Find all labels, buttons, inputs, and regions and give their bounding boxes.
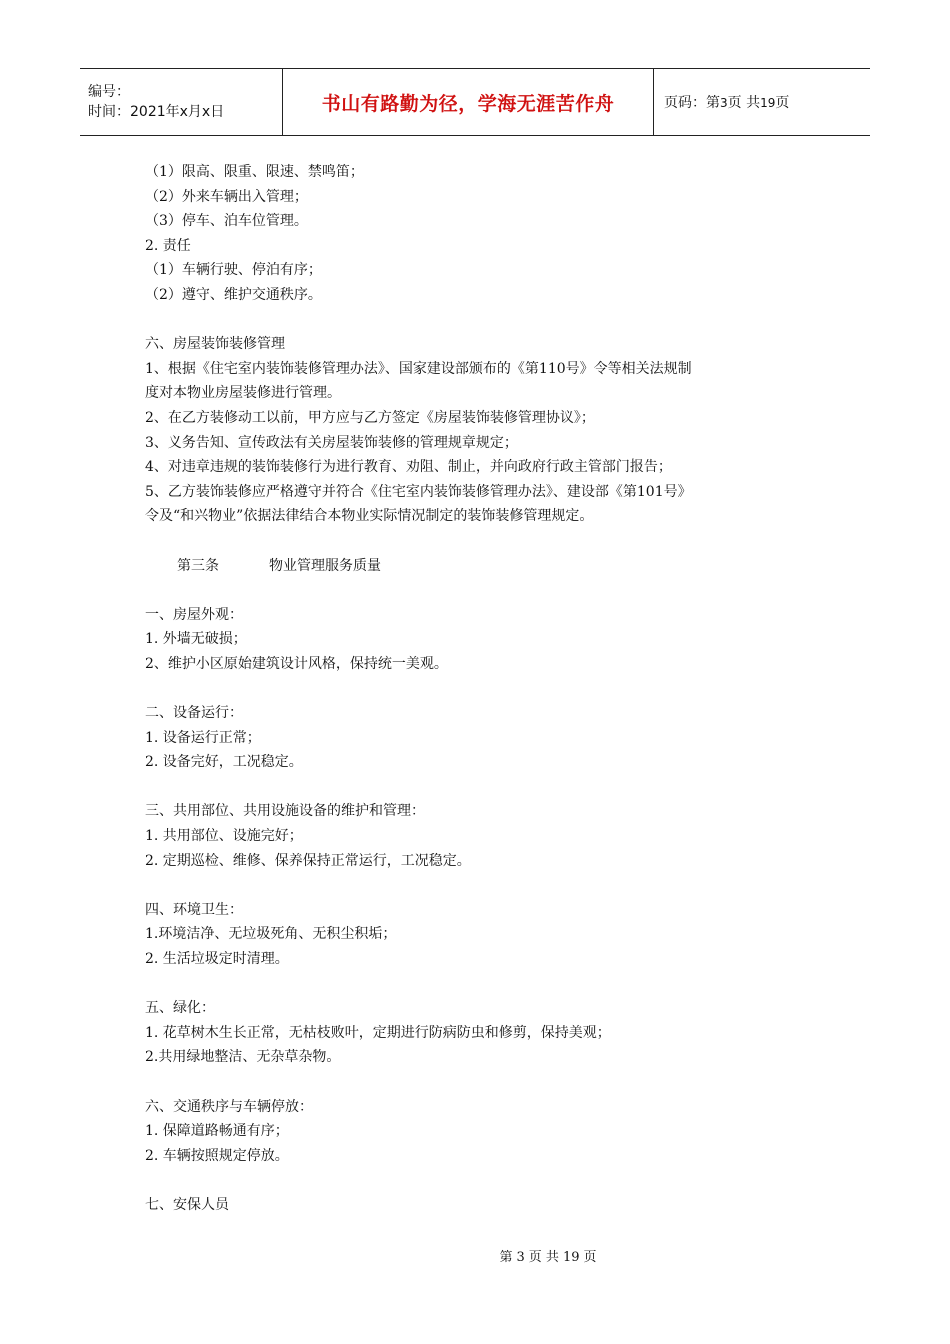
paragraph-line: 2. 定期巡检、维修、保养保持正常运行，工况稳定。 [145,852,471,869]
quality-section-common-facilities [145,799,815,873]
paragraph-line: （1）车辆行驶、停泊有序； [145,262,322,279]
header-page-total: 19 [760,96,776,110]
paragraph-line: 2. 车辆按照规定停放。 [145,1147,289,1164]
paragraph-line: 2. 设备完好，工况稳定。 [145,754,303,771]
section-heading: 六、房屋装饰装修管理 [145,336,285,353]
paragraph-line: （1）限高、限重、限速、禁鸣笛； [145,164,364,180]
document-body [145,160,815,1218]
footer-page-suffix: 页 [583,1250,597,1265]
page-footer [0,1246,950,1265]
header-page-prefix: 页码：第 [664,95,720,111]
header-motto-cell [282,69,654,135]
paragraph-line: 1. 设备运行正常； [145,729,261,746]
paragraph-line: 1. 保障道路畅通有序； [145,1123,289,1140]
footer-page-current: 3 [516,1250,525,1265]
quality-section-exterior [145,603,815,677]
section-heading: 六、交通秩序与车辆停放： [145,1098,313,1115]
section-heading: 一、房屋外观： [145,606,243,623]
section-heading: 三、共用部位、共用设施设备的维护和管理： [145,803,425,820]
header-page-mid: 页 共 [727,95,761,111]
paragraph-line: 1、根据《住宅室内装饰装修管理办法》、国家建设部颁布的《第110号》令等相关法规制 [145,360,692,377]
header-page-current: 3 [720,96,728,110]
paragraph-line: 1. 花草树木生长正常，无枯枝败叶，定期进行防病防虫和修剪，保持美观； [145,1024,611,1041]
paragraph-line: 2.共用绿地整洁、无杂草杂物。 [145,1049,341,1066]
article-heading [145,554,815,579]
header-meta [80,69,282,135]
quality-section-sanitation [145,898,815,972]
footer-page-prefix: 第 [499,1250,513,1265]
section-heading: 四、环境卫生： [145,901,243,918]
section-heading: 七、安保人员 [145,1196,229,1213]
footer-page-mid: 页 共 [528,1250,559,1265]
header-page-suffix: 页 [775,95,790,111]
paragraph-line: （2）外来车辆出入管理； [145,188,308,205]
paragraph-line: 1. 共用部位、设施完好； [145,828,303,845]
document-number-label: 编号： [88,84,130,100]
paragraph-line: （3）停车、泊车位管理。 [145,213,308,230]
paragraph-line: 2. 生活垃圾定时清理。 [145,951,289,967]
quality-section-traffic [145,1095,815,1169]
document-date: 时间：2021年x月x日 [88,104,225,120]
paragraph-line: 1. 外墙无破损； [145,631,247,648]
paragraph-line: 2、在乙方装修动工以前，甲方应与乙方签定《房屋装饰装修管理协议》； [145,409,595,426]
section-heading: 二、设备运行： [145,705,243,722]
paragraph-line: （2）遵守、维护交通秩序。 [145,286,322,303]
article-number: 第三条 [177,557,219,574]
quality-section-equipment [145,701,815,775]
page-header [80,68,870,136]
header-page-indicator [654,69,789,135]
paragraph-line: 2、维护小区原始建筑设计风格，保持统一美观。 [145,655,448,672]
paragraph-line: 1.环境洁净、无垃圾死角、无积尘积垢； [145,926,397,943]
section-heading: 五、绿化： [145,1000,215,1017]
paragraph-line: 2. 责任 [145,237,191,254]
quality-section-greening [145,996,815,1070]
renovation-management-section [145,332,815,529]
paragraph-line: 度对本物业房屋装修进行管理。 [145,385,341,402]
paragraph-line: 令及“和兴物业”依据法律结合本物业实际情况制定的装饰装修管理规定。 [145,508,594,525]
footer-page-total: 19 [562,1250,580,1265]
paragraph-line: 5、乙方装饰装修应严格遵守并符合《住宅室内装饰装修管理办法》、建设部《第101号》 [145,483,692,500]
paragraph-line: 4、对违章违规的装饰装修行为进行教育、劝阻、制止，并向政府行政主管部门报告； [145,459,672,476]
paragraph-line: 3、义务告知、宣传政法有关房屋装饰装修的管理规章规定； [145,434,518,451]
quality-section-security [145,1193,815,1218]
traffic-management-section [145,160,815,308]
article-title: 物业管理服务质量 [269,557,381,574]
header-motto: 书山有路勤为径，学海无涯苦作舟 [321,92,615,115]
